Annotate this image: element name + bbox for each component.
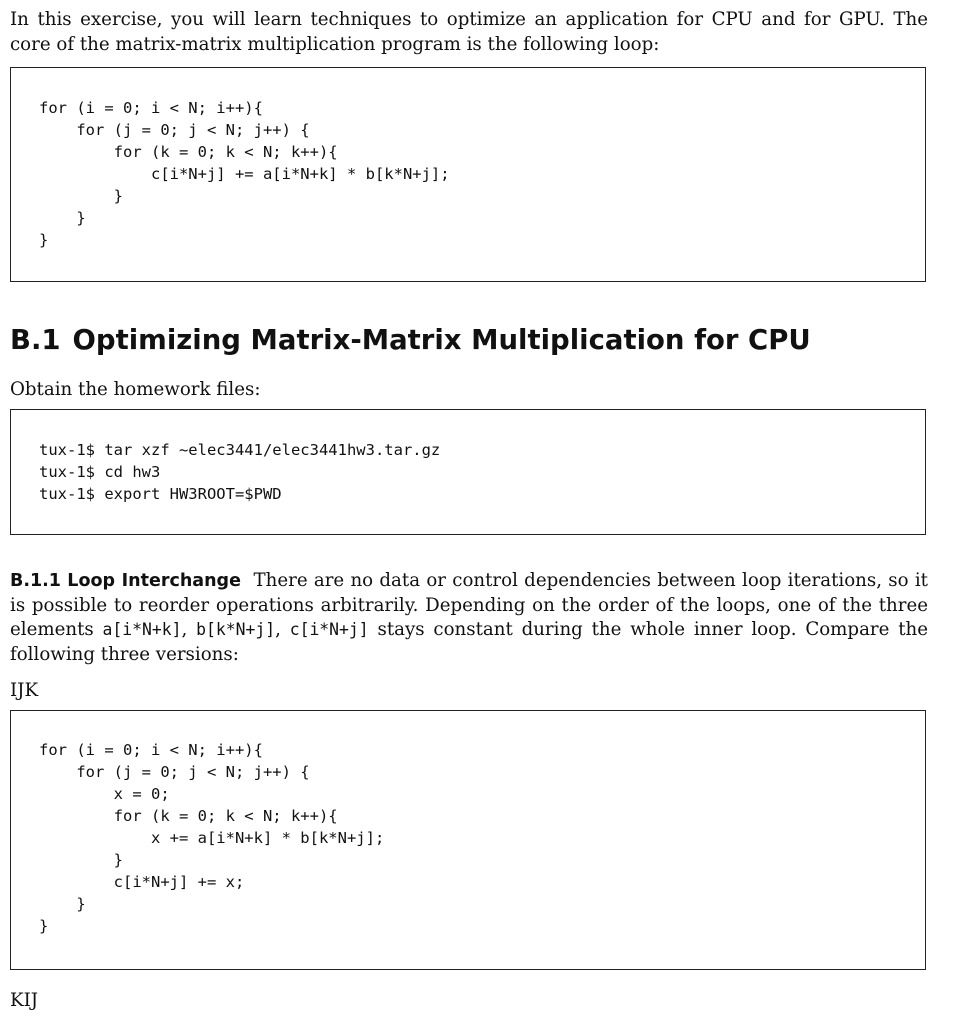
code-line: x += a[i*N+k] * b[k*N+j]; <box>39 829 385 847</box>
section-number: B.1 <box>10 324 61 356</box>
subsection-text-part2: stays constant during the whole inner loop. Compare the following three versions: <box>10 619 928 665</box>
code-line: for (j = 0; j < N; j++) { <box>39 121 310 139</box>
section-heading <box>10 322 811 358</box>
code-line: } <box>39 895 86 913</box>
code-line: } <box>39 851 123 869</box>
intro-paragraph: In this exercise, you will learn techniques to optimize an application for CPU and for GPU. The core of the matrix-matrix multiplication program is the following loop: <box>10 9 928 55</box>
shell-line: tux-1$ cd hw3 <box>39 463 161 481</box>
code-line: c[i*N+j] += x; <box>39 873 245 891</box>
separator: , <box>181 619 188 640</box>
code-line: for (i = 0; i < N; i++){ <box>39 99 263 117</box>
ijk-code-block <box>10 710 926 970</box>
shell-line: tux-1$ tar xzf ~elec3441/elec3441hw3.tar.gz <box>39 441 441 459</box>
subsection-text-part1: There are no data or control dependencies between loop iterations, so it is possible to reorder operations arbitrarily. Depending on the order of the loops, one of the three elements <box>10 570 928 640</box>
shell-code-block <box>10 409 926 535</box>
kij-label: KIJ <box>10 990 39 1011</box>
code-line: x = 0; <box>39 785 170 803</box>
subsection-number: B.1.1 <box>10 571 61 591</box>
separator: , <box>275 619 281 640</box>
code-line: } <box>39 209 86 227</box>
core-loop-code-block <box>10 67 926 282</box>
ijk-label: IJK <box>10 680 39 701</box>
obtain-paragraph: Obtain the homework files: <box>10 379 261 400</box>
inline-code-b: b[k*N+j] <box>196 620 276 639</box>
code-line: c[i*N+j] += a[i*N+k] * b[k*N+j]; <box>39 165 450 183</box>
code-line: } <box>39 231 49 249</box>
code-line: for (k = 0; k < N; k++){ <box>39 143 338 161</box>
shell-line: tux-1$ export HW3ROOT=$PWD <box>39 485 282 503</box>
inline-code-a: a[i*N+k] <box>102 620 182 639</box>
code-line: for (i = 0; i < N; i++){ <box>39 741 263 759</box>
subsection-title: Loop Interchange <box>67 571 241 591</box>
code-line: } <box>39 187 123 205</box>
code-line: } <box>39 917 49 935</box>
inline-code-c: c[i*N+j] <box>289 620 369 639</box>
code-line: for (j = 0; j < N; j++) { <box>39 763 310 781</box>
loop-interchange-paragraph <box>10 569 928 667</box>
section-title: Optimizing Matrix-Matrix Multiplication for CPU <box>72 324 811 356</box>
code-line: for (k = 0; k < N; k++){ <box>39 807 338 825</box>
